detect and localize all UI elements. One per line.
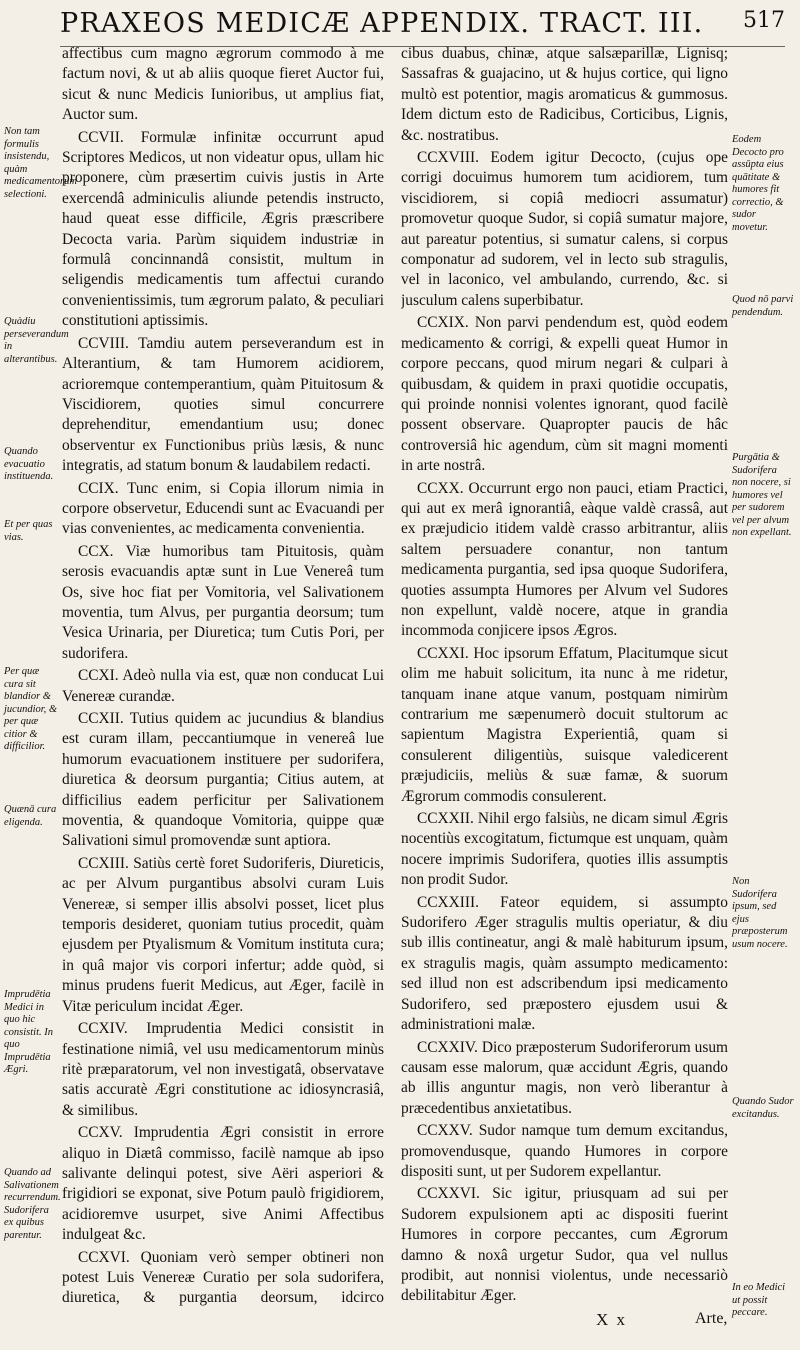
paragraph: CCXXI. Hoc ipsorum Effatum, Placitumque sicut olim me habuit solicitum, ita nunc à me ridetur, tanquam inane atque vanum, postquam nimirùm contrarium me sæpenumerò docuit stultorum ac sapientum Magistra Experientiâ, quam si consulerent diligentiùs, suisque valedicerent præjudiciis, meliùs & suæ famæ, & suorum Ægrorum commodis consulerent. [401, 644, 728, 805]
paragraph: CCVII. Formulæ infinitæ occurrunt apud Scriptores Medicos, ut non videatur opus, ullam hic proponere, cùm præsertim cuivis justis in Arte exercendâ adminiculis aliunde petendis instructo, haud queat esse difficile, Ægris præscribere Decocta varia. Parùm siquidem industriæ in formulâ concinnandâ consistit, multum in seligendis medicamentis tum affectui curando convenientissimis, tum ægrorum palato, & peculiari constitutioni aptissimis. [62, 128, 384, 330]
left-column [62, 44, 384, 1306]
margin-note: Per quæ cura sit blandior & jucundior, & per quæ citior & difficilior. [4, 666, 58, 752]
margin-note: Quænā cura eligenda. [4, 804, 57, 828]
paragraph: CCXIII. Satiùs certè foret Sudoriferis, Diureticis, ac per Alvum purgantibus absolvi curam Luis Venereæ, si semper illis absolvi posset, licet plus temporis desideret, quoniam tutius procedit, quàm ejusdem per Ptyalismum & Vomitum instituta cura; in quâ major vis corpori infertur; adde quòd, si minus prudens fuerit Medicus, aut Æger, facilè in Vitæ periculum incidat Æger. [62, 854, 384, 1015]
margin-note: Quod nō parvi pendendum. [732, 294, 794, 318]
paragraph: CCXXIV. Dico præposterum Sudoriferorum usum causam esse malorum, quæ accidunt Ægris, quando ab illis anguntur magis, non verò liberantur à præcedentibus anxietatibus. [401, 1038, 728, 1117]
paragraph: CCXV. Imprudentia Ægri consistit in errore aliquo in Diætâ commisso, facilè namque ab ipso salivante delinqui potest, sive Aëri asperiori & frigidiori se exponat, sive Potum paulò frigidiorem, acidioremve usurpet, sive Animi Affectibus indulgeat &c. [62, 1124, 384, 1244]
paragraph: CCXI. Adeò nulla via est, quæ non conducat Lui Venereæ curandæ. [62, 667, 384, 705]
running-head: PRAXEOS MEDICÆ APPENDIX. TRACT. III. [60, 8, 704, 39]
signature-mark: X x [596, 1310, 628, 1329]
paragraph: affectibus cum magno ægrorum commodo à me factum novi, & ut ab aliis quoque fieret Auctor fui, sicut & nunc Medicis Iunioribus, ut amplius fiat, Auctor sum. [62, 45, 384, 124]
paragraph: CCIX. Tunc enim, si Copia illorum nimia in corpore observetur, Educendi sunt ac Evacuandi per vias convenientes, ac medicamenta convenientia. [62, 479, 384, 538]
margin-note: Quando Sudor excitandus. [732, 1096, 794, 1120]
paragraph: cibus duabus, chinæ, atque salsæparillæ, Lignisq; Sassafras & guajacino, ut & hujus cortice, qui ligno multò est potentior, magis aromaticus & gummosus. Idem dictum esto de Radicibus, Corticibus, Lignis, &c. nostratibus. [401, 45, 728, 144]
margin-note: Purgātia & Sudorifera non nocere, si humores vel per sudorem vel per alvum non expellant. [732, 452, 792, 538]
paragraph: CCXXII. Nihil ergo falsiùs, ne dicam simul Ægris nocentiùs excogitatum, fictumque est unquam, quàm nocere imprimis Sudorifera, quoties illis assumptis non prodit Sudor. [401, 810, 728, 889]
right-margin-notes [732, 44, 794, 1318]
paragraph: CCVIII. Tamdiu autem perseverandum est in Alterantium, & tam Humorem acidiorem, acrioremque contemperantium, quàm Pituitosum & Viscidiorem, quoties simul concurrere deprehenditur, emendantium usu; donec observentur ex Functionibus priùs læsis, & nunc integratis, ad statum bonum & laudabilem redacti. [62, 334, 384, 475]
margin-note: Quando evacuatio instituenda. [4, 446, 54, 482]
catchword: Arte, [695, 1310, 728, 1327]
paragraph: CCXVI. Quoniam verò semper obtineri non potest Luis Venereæ Curatio per sola sudorifera, diuretica, & purgantia deorsum, idcirco [62, 1248, 384, 1306]
page-number: 517 [743, 8, 785, 33]
margin-note: Quando ad Salivationem recurrendum. Sudorifera ex quibus parentur. [4, 1167, 61, 1241]
paragraph: CCXXIII. Fateor equidem, si assumpto Sudorifero Æger stragulis multis operiatur, & diu sub illis contineatur, angi & malè habiturum ipsum, ex stragulis magis, quàm assumpto medicamento: sed illud non est adscribendum ipsi medicamento Sudorifero, sed præpostero ejusdem usui & administrationi malæ. [401, 893, 728, 1034]
margin-note: Imprudētia Medici in quo hic consistit. In quo Imprudētia Ægri. [4, 989, 53, 1075]
paragraph: CCXIX. Non parvi pendendum est, quòd eodem medicamento & corrigi, & expelli queat Humor in corpore peccans, quod mirum negari & culpari à quibusdam, & quidem in praxi quotidie occupatis, qui proinde nonnisi volentes ignorant, quod facilè possent observare. Quapropter paucis de hâc controversiâ hic agendum, cùm sit magni momenti in arte nostrâ. [401, 314, 728, 475]
paragraph: CCXVIII. Eodem igitur Decocto, (cujus ope corrigi docuimus humorem tum acidiorem, tum viscidiorem, si copiâ mediocri assumatur) promovetur quoque Sudor, si copiâ sumatur majore, aut pareatur potentius, si sumatur calens, si corpus componatur ad sudorem, vel in lecto sub stragulis, vel in laconico, vel ambulando, currendo, &c. si jusculum calens superbibatur. [401, 149, 728, 309]
paragraph: CCXXVI. Sic igitur, priusquam ad sui per Sudorem expulsionem apti ac dispositi fuerint Humores in corpore peccantes, cum Ægrorum damno & noxâ urgetur Sudor, qua vel nullus prodibit, aut nonnisi violentus, unde necessariò debilitabitur Æger. [401, 1185, 728, 1305]
paragraph: CCXX. Occurrunt ergo non pauci, etiam Practici, qui aut ex merâ ignorantiâ, eàque valdè crassâ, aut ex præjudicio itidem valdè crasso arbitrantur, aliis saltem persuadere conantur, non tantum medicamenta purgantia, sed ipsa quoque Sudorifera, quoties assumpta Humores per Alvum vel Sudores non expellunt, valdè nocere, atque in grandia incommoda conjicere ipsos Ægros. [401, 479, 728, 640]
right-column [401, 44, 728, 1306]
margin-note: Eodem Decocto pro assūpta eius quātitate & humores fit correctio, & sudor movetur. [732, 134, 784, 233]
paragraph: CCXII. Tutius quidem ac jucundius & blandius est curam illam, peccantiumque in venereâ lue humorum evacuationem instituere per sudorifera, diuretica & deorsum purgantia; Citius autem, at difficilius eadem perficitur per Salivationem moventia, & quandoque Vomitoria, quippe quæ Salivationi simul promovendæ sunt aptiora. [62, 710, 384, 850]
margin-note: Et per quas vias. [4, 519, 53, 543]
margin-note: Quàdiu perseverandum in alterantibus. [4, 316, 69, 365]
paragraph: CCXIV. Imprudentia Medici consistit in festinatione nimiâ, vel usu medicamentorum minùs ritè præparatorum, vel non investigatâ, observatave satis accuratè Ægri constitutione ac idiosyncrasiâ, & similibus. [62, 1020, 384, 1119]
page-header [60, 6, 785, 47]
margin-note: In eo Medici ut possit peccare. [732, 1282, 786, 1318]
paragraph: CCX. Viæ humoribus tam Pituitosis, quàm serosis evacuandis aptæ sunt in Lue Venereâ tum Os, sive hoc fiat per Vomitoria, vel Salivationem moventia, tum Alvus, per purgantia deorsum; tum Vesica Urinaria, per Diuretica; tum Cutis Pori, per sudorifera. [62, 542, 384, 662]
margin-note: Non Sudorifera ipsum, sed ejus præposterum usum nocere. [732, 876, 788, 950]
paragraph: CCXXV. Sudor namque tum demum excitandus, promovendusque, quando Humores in corpore dispositi sunt, ut per Sudorem expellantur. [401, 1122, 728, 1180]
margin-note: Non tam formulis insistendu, quàm medicamentorum selectioni. [4, 126, 77, 200]
left-margin-notes [4, 44, 77, 1306]
